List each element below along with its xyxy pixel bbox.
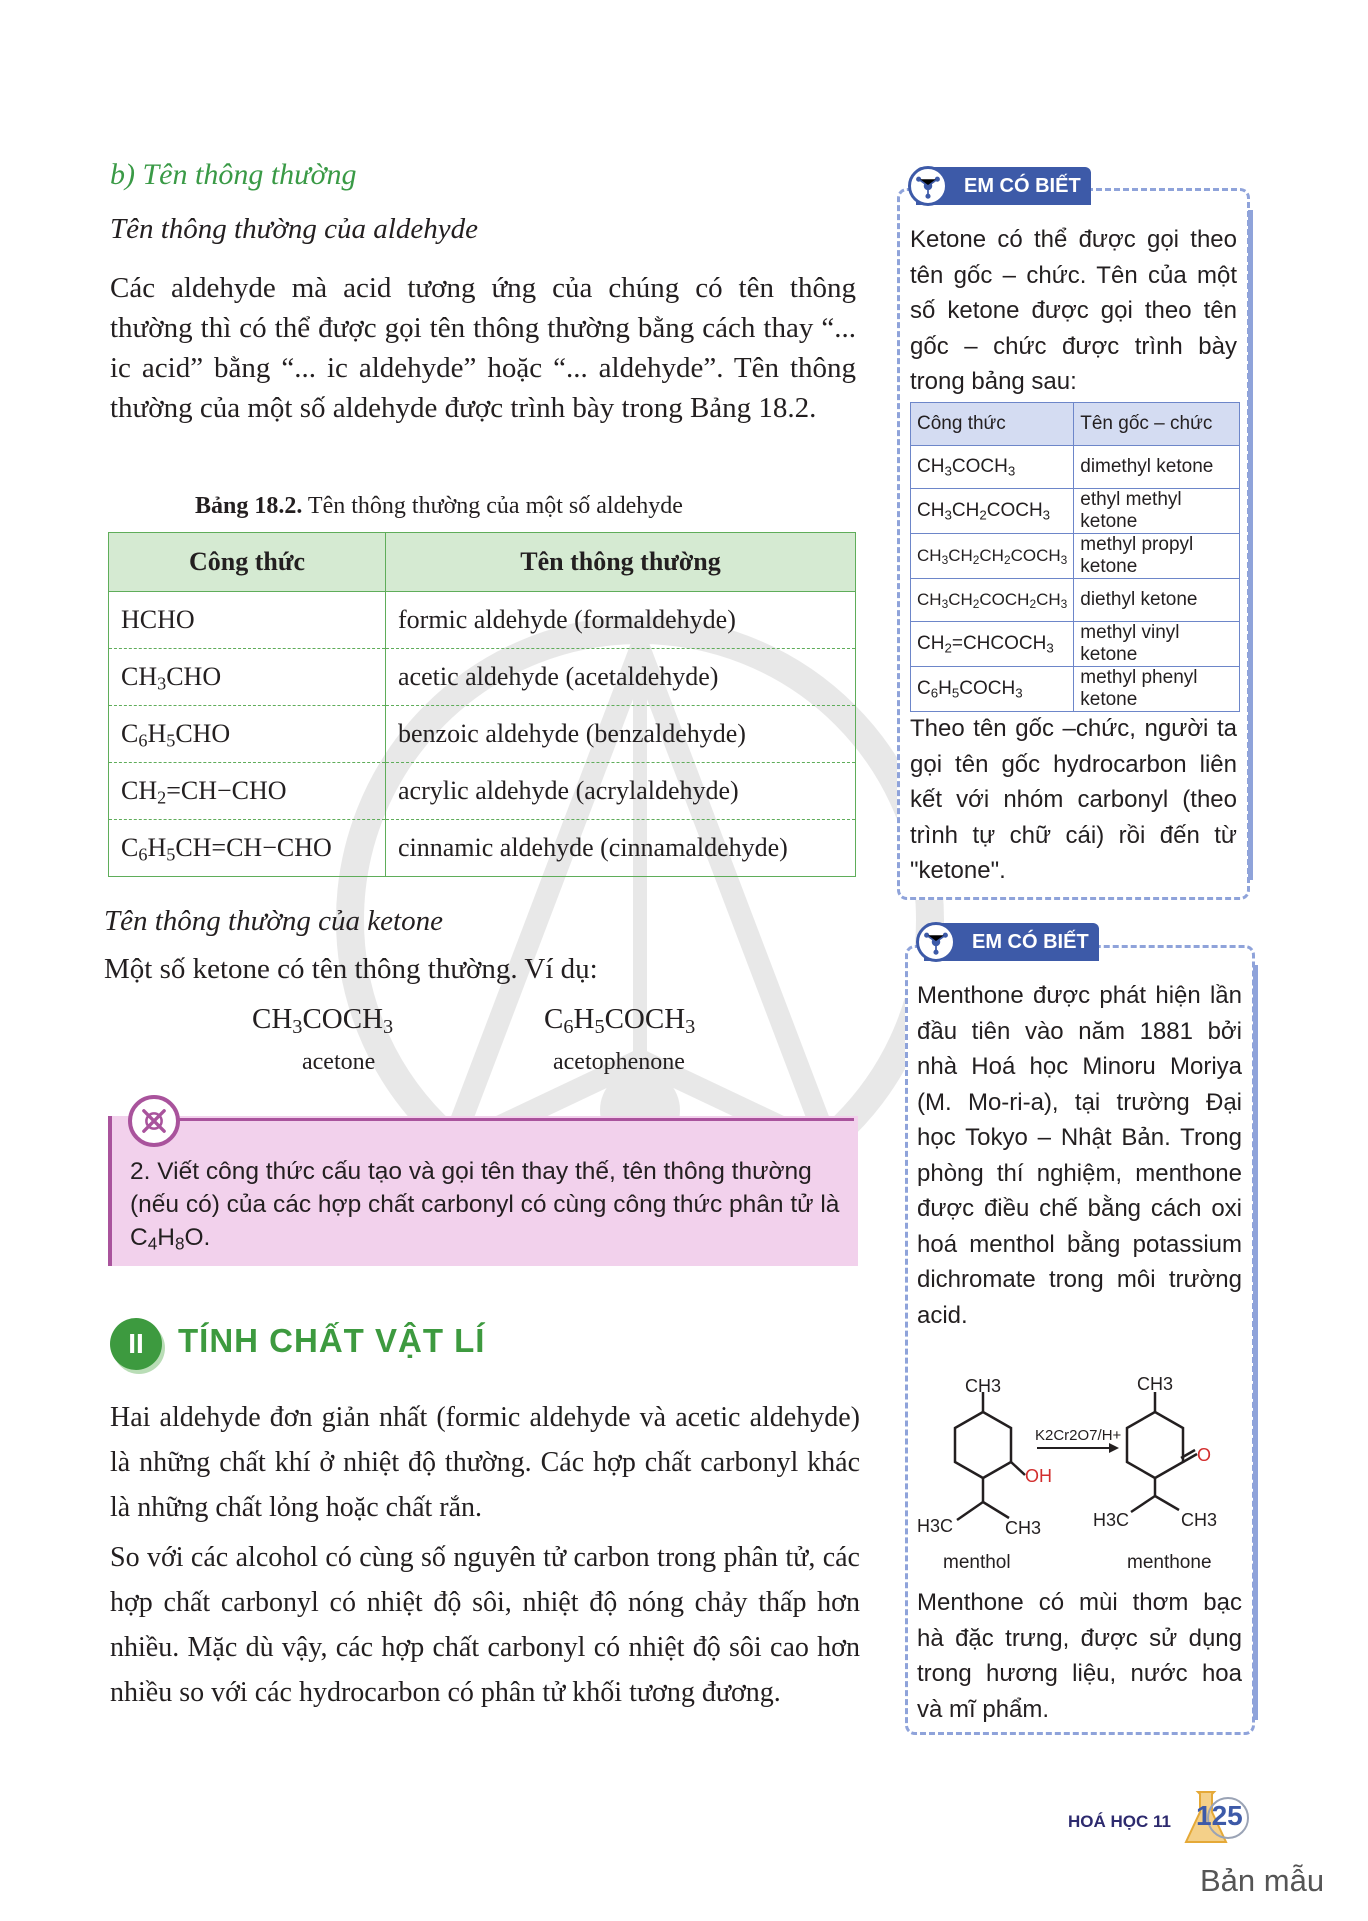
table-row xyxy=(109,592,856,649)
name-cell: formic aldehyde (formaldehyde) xyxy=(386,592,856,649)
side-box-2-text: Menthone được phát hiện lần đầu tiên vào năm 1881 bởi nhà Hoá học Minoru Moriya (M. Mo-ri-a), tại trường Đại học Tokyo – Nhật Bản. Trong phòng thí nghiệm, menthone được điều chế bằng cách oxi hoá menthol bằng potassium dichromate trong môi trường acid. xyxy=(917,982,1242,1329)
o-label: O xyxy=(1197,1445,1212,1465)
name-cell: acetic aldehyde (acetaldehyde) xyxy=(386,649,856,706)
name-cell: acrylic aldehyde (acrylaldehyde) xyxy=(386,763,856,820)
atom-icon xyxy=(908,166,948,206)
example-name-acetophenone: acetophenone xyxy=(553,1049,685,1075)
table-row xyxy=(911,667,1240,712)
footer-book-title: HOÁ HỌC 11 xyxy=(1068,1812,1171,1831)
table-row xyxy=(911,489,1240,534)
aldehyde-intro-paragraph: Các aldehyde mà acid tương ứng của chúng có tên thông thường thì có thể được gọi tên thông thường bằng cách thay “... ic acid” bằng “... ic aldehyde” hoặc “... aldehyde”. Tên thông thường của một số aldehyde được trình bày trong Bảng 18.2. xyxy=(110,272,856,424)
formula-cell: $CH_3CH_2CH_2COCH_3$ xyxy=(911,534,1074,579)
menthol-oxidation-reaction xyxy=(905,1370,1250,1580)
example-name-acetone: acetone xyxy=(302,1049,376,1075)
reagent-label: K2Cr2O7/H+ xyxy=(1035,1427,1122,1444)
menthone-name: menthone xyxy=(1127,1552,1212,1573)
table-header-common-name: Tên thông thường xyxy=(386,533,856,592)
name-cell: ethyl methyl ketone xyxy=(1074,489,1240,534)
sample-watermark-text: Bản mẫu xyxy=(1200,1863,1325,1898)
question-text-body: 2. Viết công thức cấu tạo và gọi tên thay thế, tên thông thường (nếu có) của các hợp chất carbonyl có cùng công thức phân tử là $C_4H_8O$. xyxy=(130,1158,840,1254)
example-formula-acetone: $CH_3COCH_3$ xyxy=(252,1003,394,1039)
menthol-name: menthol xyxy=(943,1552,1011,1573)
reaction-arrowhead xyxy=(1109,1443,1119,1453)
section-b-heading: b) Tên thông thường xyxy=(110,158,357,191)
formula-cell: $CH_3COCH_3$ xyxy=(911,446,1074,489)
name-cell: methyl vinyl ketone xyxy=(1074,622,1240,667)
formula-cell: $CH_3CH_2COCH_3$ xyxy=(911,489,1074,534)
atom-icon xyxy=(916,922,956,962)
formula-cell: $CH_2=CH-CHO$ xyxy=(109,763,386,820)
name-cell: cinnamic aldehyde (cinnamaldehyde) xyxy=(386,820,856,877)
formula-cell: HCHO xyxy=(109,592,386,649)
formula-cell: $CH_2=CHCOCH_3$ xyxy=(911,622,1074,667)
section-2-number-badge: II xyxy=(110,1318,162,1370)
name-cell: benzoic aldehyde (benzaldehyde) xyxy=(386,706,856,763)
did-you-know-label-1: EM CÓ BIẾT xyxy=(916,167,1091,205)
formula-cell: $C_6H_5CHO$ xyxy=(109,706,386,763)
name-cell: methyl phenyl ketone xyxy=(1074,667,1240,712)
ch3-label: CH3 xyxy=(1137,1374,1174,1394)
ketone-common-name-heading: Tên thông thường của ketone xyxy=(104,905,443,937)
table-header-row xyxy=(911,403,1240,446)
section-2-title: TÍNH CHẤT VẬT LÍ xyxy=(178,1322,486,1359)
table-caption-number: Bảng 18.2. xyxy=(195,493,303,519)
formula-cell: $CH_3CHO$ xyxy=(109,649,386,706)
ch3-label: CH3 xyxy=(1005,1518,1042,1538)
side-box-2-outro: Menthone có mùi thơm bạc hà đặc trưng, được sử dụng trong hương liệu, nước hoa và mĩ phẩm. xyxy=(917,1589,1242,1723)
aldehyde-names-table xyxy=(108,532,856,877)
did-you-know-label-2: EM CÓ BIẾT xyxy=(924,923,1099,961)
table-row xyxy=(911,579,1240,622)
table-row xyxy=(109,820,856,877)
menthone-structure xyxy=(1127,1392,1197,1512)
menthol-structure xyxy=(955,1392,1025,1520)
table-header-row xyxy=(109,533,856,592)
side-box-2-bar xyxy=(1253,965,1258,1720)
physical-properties-paragraph-1: Hai aldehyde đơn giản nhất (formic aldehyde và acetic aldehyde) là những chất khí ở nhiệt độ thường. Các hợp chất carbonyl khác là những chất lỏng hoặc chất rắn. xyxy=(110,1402,860,1523)
table-caption xyxy=(195,493,683,520)
table-row xyxy=(911,534,1240,579)
name-cell: diethyl ketone xyxy=(1074,579,1240,622)
name-cell: dimethyl ketone xyxy=(1074,446,1240,489)
physical-properties-paragraph-2: So với các alcohol có cùng số nguyên tử carbon trong phân tử, các hợp chất carbonyl có nhiệt độ sôi, nhiệt độ nóng chảy thấp hơn nhiều. Mặc dù vậy, các hợp chất carbonyl có nhiệt độ sôi cao hơn nhiều so với các hydrocarbon có phân tử khối tương đương. xyxy=(110,1542,860,1708)
question-box-top-line xyxy=(132,1118,854,1121)
table-row xyxy=(109,706,856,763)
side-box-1-intro: Ketone có thể được gọi theo tên gốc – chức. Tên của một số ketone được gọi theo tên gốc – chức được trình bày trong bảng sau: xyxy=(910,226,1237,395)
table-header-radical-name: Tên gốc – chức xyxy=(1074,403,1240,446)
table-header-formula: Công thức xyxy=(109,533,386,592)
table-row xyxy=(911,622,1240,667)
question-text xyxy=(130,1155,845,1254)
table-row xyxy=(109,763,856,820)
example-formula-acetophenone: $C_6H_5COCH_3$ xyxy=(544,1003,696,1039)
table-row xyxy=(911,446,1240,489)
table-header-formula: Công thức xyxy=(911,403,1074,446)
question-icon xyxy=(128,1095,180,1147)
side-box-1-bar xyxy=(1248,210,1253,880)
side-box-1-outro: Theo tên gốc –chức, người ta gọi tên gốc hydrocarbon liên kết với nhóm carbonyl (theo trình tự chữ cái) rồi đến từ "ketone". xyxy=(910,715,1237,884)
h3c-label: H3C xyxy=(917,1516,954,1536)
aldehyde-common-name-heading: Tên thông thường của aldehyde xyxy=(110,213,478,245)
oh-label: OH xyxy=(1025,1466,1052,1486)
h3c-label: H3C xyxy=(1093,1510,1130,1530)
formula-cell: $C_6H_5COCH_3$ xyxy=(911,667,1074,712)
ketone-radical-names-table xyxy=(910,402,1240,712)
ch3-label: CH3 xyxy=(1181,1510,1218,1530)
formula-cell: $C_6H_5CH=CH-CHO$ xyxy=(109,820,386,877)
name-cell: methyl propyl ketone xyxy=(1074,534,1240,579)
table-caption-text: Tên thông thường của một số aldehyde xyxy=(302,493,683,519)
ketone-intro: Một số ketone có tên thông thường. Ví dụ: xyxy=(104,953,598,985)
ch3-label: CH3 xyxy=(965,1376,1002,1396)
formula-cell: $CH_3CH_2COCH_2CH_3$ xyxy=(911,579,1074,622)
table-row xyxy=(109,649,856,706)
page-number: 125 xyxy=(1196,1800,1243,1831)
